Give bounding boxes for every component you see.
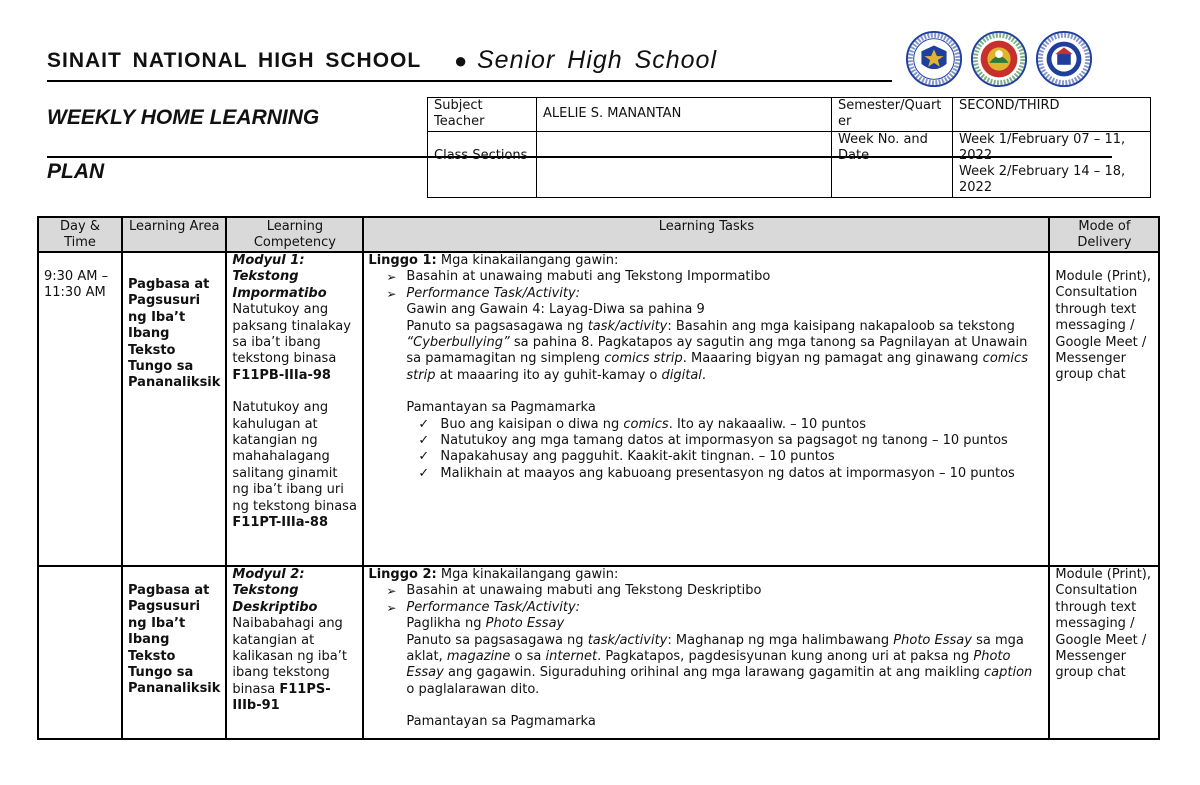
- competency-cell: [226, 566, 363, 739]
- arrow-bullet-icon: ➢: [386, 600, 397, 615]
- col-learning-tasks: Learning Tasks: [363, 217, 1049, 252]
- mode-of-delivery-cell: Module (Print), Consultation through text messaging / Google Meet / Messenger group chat: [1049, 566, 1159, 739]
- week-2-date: Week 2/February 14 – 18, 2022: [959, 164, 1126, 195]
- activity-text: Paglikha ng Photo Essay: [406, 616, 565, 632]
- check-icon: ✓: [418, 465, 430, 481]
- semester-value: SECOND/THIRD: [953, 98, 1151, 132]
- competency-text: Natutukoy ang kahulugan at katangian ng mahahalagang salitang ginamit ng iba’t ibang uri ng tekstong binasa F11PT-IIIa-88: [232, 400, 357, 531]
- criteria-item: ✓ Buo ang kaisipan o diwa ng comics. Ito ay nakaaaliw. – 10 puntos: [418, 416, 866, 432]
- table-row: [38, 566, 1159, 739]
- col-learning-competency: Learning Competency: [226, 217, 363, 252]
- criteria-title: Pamantayan sa Pagmamarka: [406, 400, 596, 416]
- activity-text: Gawin ang Gawain 4: Layag-Diwa sa pahina 9: [406, 302, 705, 318]
- plan-info-table: [427, 97, 1151, 198]
- check-icon: ✓: [418, 433, 430, 449]
- task-item: ➢ Performance Task/Activity:: [386, 599, 581, 615]
- arrow-bullet-icon: ➢: [386, 584, 397, 599]
- criteria-item: ✓ Napakahusay ang pagguhit. Kaakit-akit tingnan. – 10 puntos: [418, 449, 835, 465]
- table-row: [38, 252, 1159, 566]
- competency-cell: [226, 252, 363, 566]
- task-item: ➢ Performance Task/Activity:: [386, 285, 581, 301]
- check-icon: ✓: [418, 449, 430, 465]
- learning-tasks-cell: [363, 252, 1049, 566]
- header-bullet: ●: [454, 48, 468, 73]
- week-heading: Linggo 2: Mga kinakailangang gawin:: [368, 567, 619, 582]
- semester-label: Semester/Quarter: [832, 98, 953, 132]
- school-level: Senior High School: [477, 46, 718, 74]
- learning-area-cell: Pagbasa at Pagsusuri ng Iba’t Ibang Teksto Tungo sa Pananaliksik: [122, 566, 226, 739]
- activity-instructions: Panuto sa pagsasagawa ng task/activity: Basahin ang mga kaisipang nakapaloob sa tekstong “Cyberbullying” sa pahina 8. Pagkatapos ay sagutin ang mga tanong sa Pagnilayan at Unawain sa pamamagitan ng simpleng comics strip. Maaaring bigyan ng pamagat ang ginawang comics strip at maaaring ito ay guhit-kamay o digital.: [406, 318, 1028, 383]
- module-title: Modyul 1: Tekstong Impormatibo: [232, 253, 327, 301]
- plan-title-line1: WEEKLY HOME LEARNING: [47, 106, 320, 129]
- criteria-item: ✓ Natutukoy ang mga tamang datos at impormasyon sa pagsagot ng tanong – 10 puntos: [418, 433, 1008, 449]
- day-time-cell: [38, 566, 122, 739]
- module-title: Modyul 2: Tekstong Deskriptibo: [232, 567, 318, 615]
- col-day-time: Day & Time: [38, 217, 122, 252]
- week-label: Week No. and Date: [832, 132, 953, 198]
- criteria-item: ✓ Malikhain at maayos ang kabuoang presentasyon ng datos at impormasyon – 10 puntos: [418, 465, 1015, 481]
- arrow-bullet-icon: ➢: [386, 270, 397, 285]
- learning-area-cell: Pagbasa at Pagsusuri ng Iba’t Ibang Teksto Tungo sa Pananaliksik: [122, 252, 226, 566]
- week-dates: [953, 132, 1151, 198]
- activity-instructions: Panuto sa pagsasagawa ng task/activity: Maghanap ng mga halimbawang Photo Essay sa mga aklat, magazine o sa internet. Pagkatapos, pagdesisyunan kung anong uri at paksa ng Photo Essay ang gagawin. Siguraduhing orihinal ang mga larawang gagamitin at ang maikling caption o paglalarawan dito.: [406, 632, 1033, 697]
- week-heading: Linggo 1: Mga kinakailangang gawin:: [368, 253, 619, 268]
- deped-region-seal-icon: [905, 30, 963, 88]
- learning-tasks-cell: [363, 566, 1049, 739]
- check-icon: ✓: [418, 416, 430, 432]
- competency-text: Naibabahagi ang katangian at kalikasan ng iba’t ibang tekstong binasa F11PS-IIIb-91: [232, 616, 347, 714]
- arrow-bullet-icon: ➢: [386, 286, 397, 301]
- class-sections-label: Class Sections: [428, 132, 537, 198]
- criteria-title: Pamantayan sa Pagmamarka: [406, 714, 596, 730]
- task-item: ➢ Basahin at unawaing mabuti ang Tekstong Impormatibo: [386, 269, 771, 285]
- subject-teacher-label: Subject Teacher: [428, 98, 537, 132]
- school-name: SINAIT NATIONAL HIGH SCHOOL: [47, 49, 422, 72]
- school-header: [47, 46, 892, 82]
- day-time-cell: 9:30 AM – 11:30 AM: [38, 252, 122, 566]
- sinait-national-high-school-seal-icon: [1035, 30, 1093, 88]
- plan-title-line2: PLAN: [47, 160, 105, 183]
- week-1-date: Week 1/February 07 – 11, 2022: [959, 132, 1126, 163]
- class-sections-value: [537, 132, 831, 158]
- learning-plan-table: [37, 216, 1160, 740]
- col-learning-area: Learning Area: [122, 217, 226, 252]
- task-item: ➢ Basahin at unawaing mabuti ang Tekstong Deskriptibo: [386, 583, 762, 599]
- subject-teacher-value: ALELIE S. MANANTAN: [537, 98, 832, 132]
- col-mode-of-delivery: Mode of Delivery: [1049, 217, 1159, 252]
- table-header-row: [38, 217, 1159, 252]
- mode-of-delivery-cell: Module (Print), Consultation through text messaging / Google Meet / Messenger group chat: [1049, 252, 1159, 566]
- competency-text: Natutukoy ang paksang tinalakay sa iba’t ibang tekstong binasa F11PB-IIIa-98: [232, 302, 351, 383]
- department-of-education-seal-icon: [970, 30, 1028, 88]
